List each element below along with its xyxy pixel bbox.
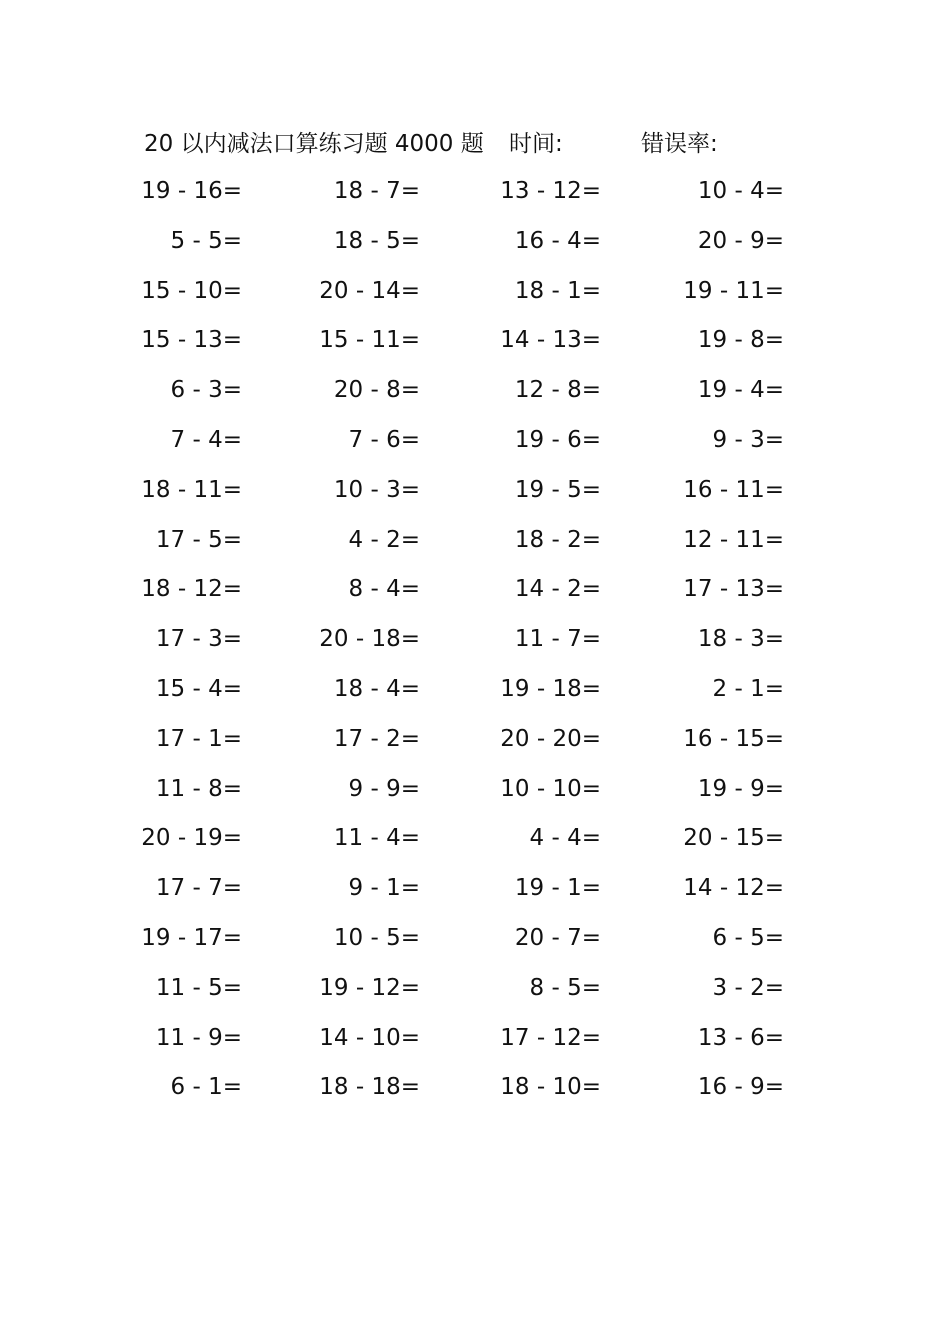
problem-item: 8 - 5=	[529, 974, 601, 1001]
problem-item: 10 - 4=	[697, 178, 784, 204]
problem-item: 17 - 2=	[333, 725, 420, 752]
problem-row	[144, 367, 844, 413]
problem-item: 18 - 2=	[514, 526, 601, 553]
problem-item: 12 - 8=	[514, 377, 601, 404]
problem-row	[144, 716, 844, 762]
problem-item: 15 - 11=	[319, 327, 420, 354]
problem-row	[144, 616, 844, 662]
problem-item: 19 - 12=	[319, 974, 420, 1001]
problem-row	[141, 467, 844, 513]
problem-item: 17 - 12=	[500, 1024, 601, 1051]
problem-item: 19 - 18=	[500, 676, 601, 702]
problem-item: 6 - 3=	[170, 377, 242, 404]
problem-item: 8 - 4=	[348, 576, 420, 603]
problem-item: 16 - 11=	[683, 476, 784, 503]
worksheet-header	[144, 124, 844, 164]
problem-row	[144, 1015, 844, 1061]
problem-item: 20 - 14=	[319, 277, 420, 304]
problem-row	[144, 1064, 844, 1110]
problem-item: 18 - 1=	[514, 277, 601, 304]
problem-item: 13 - 12=	[500, 178, 601, 204]
problem-item: 14 - 10=	[319, 1024, 420, 1051]
problem-item: 6 - 1=	[170, 1074, 242, 1101]
problem-item: 11 - 7=	[514, 626, 601, 653]
problem-item: 5 - 5=	[170, 227, 242, 254]
problem-item: 4 - 4=	[529, 825, 601, 852]
problem-item: 19 - 9=	[697, 775, 784, 802]
problem-item: 19 - 4=	[697, 377, 784, 404]
problem-item: 3 - 2=	[712, 974, 784, 1001]
problem-item: 6 - 5=	[712, 925, 784, 951]
problem-item: 19 - 1=	[514, 875, 601, 902]
problem-item: 18 - 7=	[333, 178, 420, 204]
problem-item: 16 - 4=	[514, 227, 601, 254]
worksheet-title: 20 以内减法口算练习题 4000 题	[144, 131, 484, 157]
problem-row	[144, 517, 844, 563]
problem-item: 18 - 10=	[500, 1074, 601, 1101]
problem-item: 4 - 2=	[348, 526, 420, 553]
problem-item: 18 - 18=	[319, 1074, 420, 1101]
problem-item: 7 - 6=	[348, 427, 420, 453]
problem-item: 20 - 19=	[141, 825, 242, 852]
problem-row	[141, 168, 844, 214]
problem-item: 13 - 6=	[697, 1024, 784, 1051]
problem-item: 10 - 5=	[333, 925, 420, 951]
problem-row	[144, 666, 844, 712]
problem-row	[144, 218, 844, 264]
problem-item: 19 - 5=	[514, 476, 601, 503]
problem-row	[144, 766, 844, 812]
problem-item: 20 - 7=	[514, 925, 601, 951]
problem-item: 14 - 13=	[500, 327, 601, 354]
problem-item: 17 - 13=	[683, 576, 784, 603]
problem-item: 17 - 5=	[155, 526, 242, 553]
problem-item: 11 - 4=	[333, 825, 420, 852]
problem-item: 10 - 3=	[333, 476, 420, 503]
problem-item: 19 - 16=	[141, 178, 242, 204]
problem-item: 14 - 12=	[683, 875, 784, 902]
problem-item: 11 - 5=	[155, 974, 242, 1001]
problem-row	[144, 417, 844, 463]
problem-item: 18 - 11=	[141, 476, 242, 503]
problem-item: 17 - 1=	[155, 725, 242, 752]
problem-item: 20 - 18=	[319, 626, 420, 653]
problem-item: 7 - 4=	[170, 427, 242, 453]
problem-item: 18 - 5=	[333, 227, 420, 254]
problem-item: 20 - 8=	[333, 377, 420, 404]
problem-item: 15 - 10=	[141, 277, 242, 304]
time-label: 时间:	[509, 131, 563, 157]
problem-item: 18 - 12=	[141, 576, 242, 603]
problem-item: 20 - 15=	[683, 825, 784, 852]
problem-item: 19 - 6=	[514, 427, 601, 453]
problem-item: 2 - 1=	[712, 676, 784, 702]
problem-item: 17 - 3=	[155, 626, 242, 653]
problem-item: 16 - 9=	[697, 1074, 784, 1101]
problem-item: 19 - 11=	[683, 277, 784, 304]
problem-row	[141, 915, 844, 961]
problem-item: 15 - 13=	[141, 327, 242, 354]
problem-item: 10 - 10=	[500, 775, 601, 802]
problem-row	[144, 965, 844, 1011]
problem-item: 12 - 11=	[683, 526, 784, 553]
problem-item: 14 - 2=	[514, 576, 601, 603]
problem-item: 19 - 17=	[141, 925, 242, 951]
problem-row	[141, 566, 844, 612]
problem-item: 15 - 4=	[155, 676, 242, 702]
problem-item: 17 - 7=	[155, 875, 242, 902]
problem-item: 9 - 1=	[348, 875, 420, 902]
problem-item: 20 - 9=	[697, 227, 784, 254]
problem-row	[141, 268, 844, 314]
problem-item: 18 - 3=	[697, 626, 784, 653]
problem-item: 11 - 9=	[155, 1024, 242, 1051]
problem-item: 9 - 3=	[712, 427, 784, 453]
problem-item: 16 - 15=	[683, 725, 784, 752]
problem-row	[141, 317, 844, 363]
problem-item: 9 - 9=	[348, 775, 420, 802]
error-rate-label: 错误率:	[641, 131, 718, 157]
problem-row	[144, 865, 844, 911]
problem-item: 19 - 8=	[697, 327, 784, 354]
problem-item: 20 - 20=	[500, 725, 601, 752]
problem-item: 11 - 8=	[155, 775, 242, 802]
problem-item: 18 - 4=	[333, 676, 420, 702]
problem-row	[141, 815, 844, 861]
